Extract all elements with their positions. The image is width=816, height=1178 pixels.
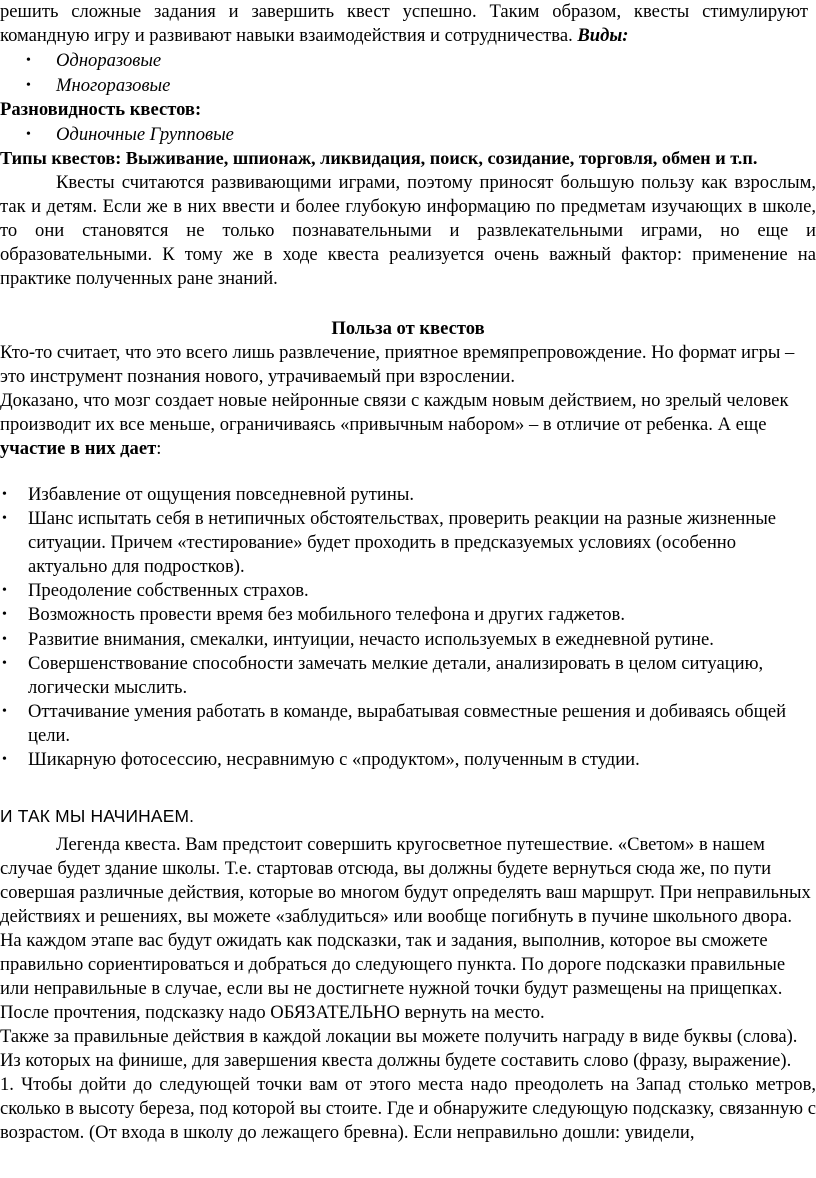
list-item	[0, 628, 816, 652]
kinds-list	[0, 48, 816, 98]
legend-paragraph: Легенда квеста. Вам предстоит совершить кругосветное путешествие. «Светом» в нашем случае будет здание школы. Т.е. стартовав отсюда, вы должны будете вернуться сюда же, по пути совершая различные действия, которые во многом будут определять ваш маршрут. При неправильных действиях и решениях, вы можете «заблудиться» или вообще погибнуть в пучине школьного двора. На каждом этапе вас будут ожидать как подсказки, так и задания, выполнив, которое вы сможете правильно сориентироваться и добраться до следующего пункта. По дороге подсказки правильные или неправильные в случае, если вы не достигнете нужной точки будут размещены на прищепках. После прочтения, подсказку надо ОБЯЗАТЕЛЬНО вернуть на место.	[0, 834, 811, 1023]
list-item	[0, 507, 816, 580]
variety-heading: Разновидность квестов:	[0, 99, 202, 121]
bullet-icon: •	[2, 704, 7, 720]
bullet-icon: •	[2, 486, 7, 502]
benefit-heading: Польза от квестов	[331, 317, 485, 339]
benefit-paragraph-1: Кто-то считает, что это всего лишь развлечение, приятное времяпрепровождение. Но формат игры – это инструмент познания нового, утрачиваемый при взрослении.	[0, 341, 795, 387]
development-paragraph: Квесты считаются развивающими играми, поэтому приносят большую пользу как взрослым, так и детям. Если же в них ввести и более глубокую информацию по предметам изучающих в школе, то они становятся не только познавательными и развлекательными играми, но еще и образовательными. К тому же в ходе квеста реализуется очень важный фактор: применение на практике полученных ране знаний.	[0, 171, 816, 289]
list-item	[0, 700, 816, 748]
bullet-icon: •	[2, 655, 7, 671]
bullet-icon: •	[26, 52, 31, 68]
bullet-icon: •	[2, 752, 7, 768]
bullet-icon: •	[2, 583, 7, 599]
intro-paragraph	[0, 0, 816, 48]
quest-types: Типы квестов: Выживание, шпионаж, ликвидация, поиск, созидание, торговля, обмен и т.п.	[0, 148, 758, 169]
benefit-list	[0, 483, 816, 773]
benefit-p2-text: Доказано, что мозг создает новые нейронные связи с каждым новым действием, но зрелый человек производит их все меньше, ограничиваясь «привычным набором» – в отличие от ребенка. А еще	[0, 389, 789, 435]
list-item	[0, 48, 816, 73]
step-1-paragraph: 1. Чтобы дойти до следующей точки вам от этого места надо преодолеть на Запад столько метров, сколько в высоту береза, под которой вы стоите. Где и обнаружите следующую подсказку, связанную с возрастом. (От входа в школу до лежащего бревна). Если неправильно дошли: увидели,	[0, 1073, 816, 1143]
list-item-text: Шанс испытать себя в нетипичных обстоятельствах, проверить реакции на разные жизненные ситуации. Причем «тестирование» будет проходить в предсказуемых условиях (особенно актуально для подростков).	[28, 507, 777, 578]
list-item	[0, 73, 816, 98]
list-item-text: Развитие внимания, смекалки, интуиции, нечасто используемых в ежедневной рутине.	[28, 628, 714, 650]
variety-list	[0, 122, 816, 147]
benefit-paragraph-2	[0, 389, 816, 461]
list-item-text: Шикарную фотосессию, несравнимую с «продуктом», полученным в студии.	[28, 749, 640, 771]
intro-text: решить сложные задания и завершить квест успешно. Таким образом, квесты стимулируют командную игру и развивают навыки взаимодействия и сотрудничества.	[0, 1, 808, 46]
list-item	[0, 603, 816, 627]
benefit-p2-bold: участие в них дает	[0, 437, 157, 459]
list-item-text: Многоразовые	[56, 75, 171, 97]
bullet-icon: •	[2, 631, 7, 647]
list-item-text: Совершенствование способности замечать мелкие детали, анализировать в целом ситуацию, логически мыслить.	[28, 652, 764, 698]
list-item-text: Оттачивание умения работать в команде, вырабатывая совместные решения и добиваясь общей цели.	[28, 701, 787, 747]
benefit-p2-end: :	[156, 437, 162, 459]
bullet-icon: •	[26, 127, 31, 143]
list-item	[0, 579, 816, 603]
list-item-text: Возможность провести время без мобильного телефона и других гаджетов.	[28, 604, 625, 626]
list-item-text: Одиночные Групповые	[56, 124, 234, 146]
list-item-text: Избавление от ощущения повседневной рутины.	[28, 483, 414, 505]
list-item	[0, 652, 816, 700]
list-item-text: Одноразовые	[56, 49, 162, 71]
list-item-text: Преодоление собственных страхов.	[28, 580, 309, 602]
bullet-icon: •	[2, 607, 7, 623]
bullet-icon: •	[2, 510, 7, 526]
types-label: Виды:	[577, 24, 629, 46]
bullet-icon: •	[26, 78, 31, 94]
reward-paragraph: Также за правильные действия в каждой локации вы можете получить награду в виде буквы (слова). Из которых на финише, для завершения квеста должны будете составить слово (фразу, выражение).	[0, 1025, 798, 1071]
list-item	[0, 483, 816, 507]
list-item	[0, 748, 816, 772]
start-heading: И ТАК МЫ НАЧИНАЕМ.	[0, 805, 195, 826]
list-item	[0, 122, 816, 147]
